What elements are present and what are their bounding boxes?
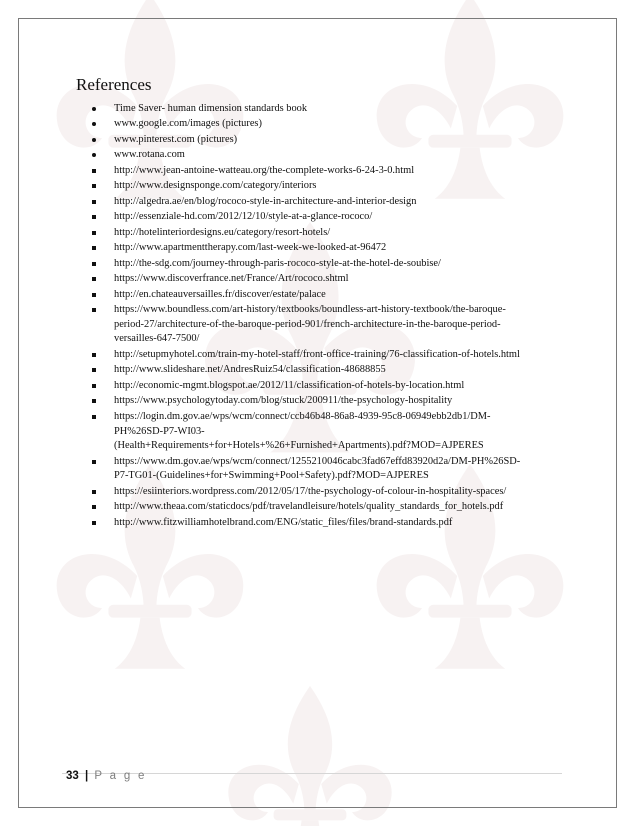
reference-text: www.rotana.com bbox=[114, 149, 185, 161]
references-section bbox=[76, 74, 576, 531]
references-list bbox=[76, 102, 576, 530]
reference-item[interactable] bbox=[76, 272, 576, 287]
square-bullet-icon bbox=[92, 293, 96, 297]
reference-item[interactable] bbox=[76, 148, 576, 163]
round-bullet-icon bbox=[92, 122, 96, 126]
square-bullet-icon bbox=[92, 368, 96, 372]
reference-item[interactable] bbox=[76, 394, 576, 409]
page-label: P a g e bbox=[94, 770, 147, 782]
reference-text: Time Saver- human dimension standards book bbox=[114, 103, 308, 114]
reference-item[interactable] bbox=[76, 179, 576, 194]
square-bullet-icon bbox=[92, 262, 96, 266]
reference-text: http://essenziale-hd.com/2012/12/10/style-at-a-glance-rococo/ bbox=[114, 211, 373, 223]
reference-item[interactable] bbox=[76, 257, 576, 272]
reference-text: http://hotelinteriordesigns.eu/category/resort-hotels/ bbox=[114, 226, 331, 238]
square-bullet-icon bbox=[92, 169, 96, 173]
page-number: 33 bbox=[66, 770, 79, 782]
reference-item[interactable] bbox=[76, 117, 576, 132]
reference-item[interactable] bbox=[76, 516, 576, 531]
round-bullet-icon bbox=[92, 138, 96, 142]
reference-text: https://www.discoverfrance.net/France/Art/rococo.shtml bbox=[114, 273, 349, 285]
reference-item[interactable] bbox=[76, 348, 576, 363]
reference-item[interactable] bbox=[76, 485, 576, 500]
square-bullet-icon bbox=[92, 200, 96, 204]
square-bullet-icon bbox=[92, 308, 96, 312]
reference-text: https://www.psychologytoday.com/blog/stuck/200911/the-psychology-hospitality bbox=[114, 395, 453, 407]
square-bullet-icon bbox=[92, 353, 96, 357]
reference-item[interactable] bbox=[76, 410, 576, 454]
reference-text: http://the-sdg.com/journey-through-paris-rococo-style-at-the-hotel-de-soubise/ bbox=[114, 257, 441, 269]
reference-text: https://www.boundless.com/art-history/textbooks/boundless-art-history-textbook/the-baroque- period-27/architecture-of-the-baroque-period-901/french-architecture-in-the-baroque-period- versailles-647-7500/ bbox=[114, 304, 506, 345]
reference-text: http://en.chateauversailles.fr/discover/estate/palace bbox=[114, 288, 326, 300]
reference-text: http://www.apartmenttherapy.com/last-week-we-looked-at-96472 bbox=[114, 242, 387, 254]
square-bullet-icon bbox=[92, 277, 96, 281]
reference-text: www.google.com/images (pictures) bbox=[114, 118, 262, 130]
reference-item[interactable] bbox=[76, 164, 576, 179]
reference-item[interactable] bbox=[76, 288, 576, 303]
reference-text: www.pinterest.com (pictures) bbox=[114, 133, 238, 145]
reference-item[interactable] bbox=[76, 500, 576, 515]
reference-item[interactable] bbox=[76, 133, 576, 148]
reference-item bbox=[76, 102, 576, 117]
page-footer bbox=[66, 770, 147, 782]
reference-text: http://www.designsponge.com/category/interiors bbox=[114, 180, 317, 192]
square-bullet-icon bbox=[92, 490, 96, 494]
reference-item[interactable] bbox=[76, 455, 576, 484]
square-bullet-icon bbox=[92, 460, 96, 464]
reference-text: http://economic-mgmt.blogspot.ae/2012/11/classification-of-hotels-by-location.html bbox=[114, 379, 465, 391]
reference-item[interactable] bbox=[76, 363, 576, 378]
square-bullet-icon bbox=[92, 231, 96, 235]
reference-text: https://esiinteriors.wordpress.com/2012/05/17/the-psychology-of-colour-in-hospitality-spaces/ bbox=[114, 485, 507, 497]
round-bullet-icon bbox=[92, 153, 96, 157]
square-bullet-icon bbox=[92, 415, 96, 419]
reference-item[interactable] bbox=[76, 241, 576, 256]
reference-text: http://www.slideshare.net/AndresRuiz54/classification-48688855 bbox=[114, 364, 386, 376]
square-bullet-icon bbox=[92, 505, 96, 509]
reference-item[interactable] bbox=[76, 379, 576, 394]
reference-text: http://setupmyhotel.com/train-my-hotel-staff/front-office-training/76-classification-of-hotels.html bbox=[114, 348, 520, 360]
square-bullet-icon bbox=[92, 384, 96, 388]
square-bullet-icon bbox=[92, 246, 96, 250]
round-bullet-icon bbox=[92, 107, 96, 111]
reference-text: http://algedra.ae/en/blog/rococo-style-in-architecture-and-interior-design bbox=[114, 195, 417, 207]
reference-item[interactable] bbox=[76, 195, 576, 210]
reference-item[interactable] bbox=[76, 303, 576, 347]
footer-separator: | bbox=[85, 770, 89, 782]
reference-text: http://www.jean-antoine-watteau.org/the-complete-works-6-24-3-0.html bbox=[114, 164, 415, 176]
square-bullet-icon bbox=[92, 399, 96, 403]
reference-text: http://www.theaa.com/staticdocs/pdf/travelandleisure/hotels/quality_standards_for_hotels.pdf bbox=[114, 501, 504, 513]
reference-item[interactable] bbox=[76, 210, 576, 225]
reference-text: https://login.dm.gov.ae/wps/wcm/connect/ccb46b48-86a8-4939-95c8-06949ebb2db1/DM- PH%26SD-P7-WI03- (Health+Requirements+for+Hotels+%26+Furnished+Apartments).pdf?MOD=AJPERES bbox=[114, 410, 491, 452]
square-bullet-icon bbox=[92, 521, 96, 525]
square-bullet-icon bbox=[92, 215, 96, 219]
references-heading: References bbox=[76, 75, 152, 94]
reference-text: https://www.dm.gov.ae/wps/wcm/connect/1255210046cabc3fad67effd83920d2a/DM-PH%26SD- P7-TG01-(Guidelines+for+Swimming+Pool+Safety).pdf?MOD=AJPERES bbox=[114, 455, 521, 482]
reference-text: http://www.fitzwilliamhotelbrand.com/ENG/static_files/files/brand-standards.pdf bbox=[114, 516, 453, 528]
reference-item[interactable] bbox=[76, 226, 576, 241]
square-bullet-icon bbox=[92, 184, 96, 188]
